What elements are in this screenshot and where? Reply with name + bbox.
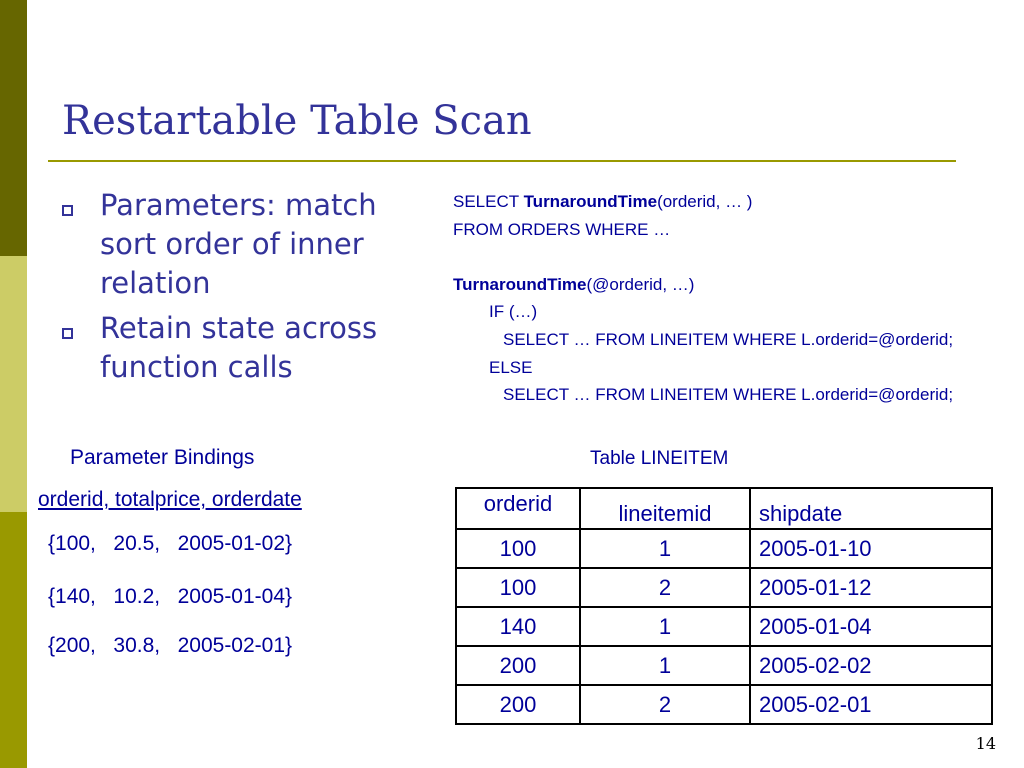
cell-shipdate: 2005-01-12 — [750, 568, 992, 607]
parameter-binding-row: {100, 20.5, 2005-01-02} — [48, 532, 293, 555]
column-header-lineitemid: lineitemid — [580, 488, 750, 529]
cell-lineitemid: 2 — [580, 568, 750, 607]
parameter-binding-row: {140, 10.2, 2005-01-04} — [48, 585, 293, 608]
cell-orderid: 200 — [456, 685, 580, 724]
cell-shipdate: 2005-01-10 — [750, 529, 992, 568]
table-row — [456, 607, 992, 646]
table-row — [456, 685, 992, 724]
sql-line — [453, 271, 1013, 299]
page-number: 14 — [975, 734, 996, 753]
bullet-text: Retain state across function calls — [100, 311, 378, 384]
cell-shipdate: 2005-01-04 — [750, 607, 992, 646]
lineitem-table-caption: Table LINEITEM — [590, 448, 729, 469]
sql-line: FROM ORDERS WHERE … — [453, 219, 671, 239]
cell-lineitemid: 2 — [580, 685, 750, 724]
square-bullet-icon — [62, 328, 73, 339]
sql-code-block — [453, 188, 1013, 409]
sql-function-name: TurnaroundTime — [453, 274, 587, 294]
sql-args: (@orderid, …) — [586, 274, 695, 294]
lineitem-table — [455, 487, 993, 725]
bullet-item — [62, 309, 432, 387]
parameter-bindings-header: orderid, totalprice, orderdate — [38, 488, 302, 511]
cell-orderid: 200 — [456, 646, 580, 685]
sidebar-band-bottom — [0, 512, 27, 768]
sql-line: ELSE — [489, 357, 533, 377]
cell-lineitemid: 1 — [580, 529, 750, 568]
cell-orderid: 140 — [456, 607, 580, 646]
sidebar-band-middle — [0, 256, 27, 512]
sql-function-name: TurnaroundTime — [523, 192, 658, 211]
table-row — [456, 646, 992, 685]
sql-line: SELECT … FROM LINEITEM WHERE L.orderid=@orderid; — [503, 385, 954, 405]
sql-line: SELECT … FROM LINEITEM WHERE L.orderid=@orderid; — [503, 329, 954, 349]
sql-line — [453, 188, 1013, 216]
sql-args: (orderid, … ) — [657, 192, 753, 211]
table-row — [456, 568, 992, 607]
bullet-text: Parameters: match sort order of inner relation — [100, 188, 377, 300]
sql-keyword: SELECT — [453, 192, 524, 211]
cell-orderid: 100 — [456, 529, 580, 568]
cell-lineitemid: 1 — [580, 607, 750, 646]
column-header-orderid: orderid — [456, 488, 580, 529]
sql-blank-line — [453, 243, 1013, 271]
cell-orderid: 100 — [456, 568, 580, 607]
cell-lineitemid: 1 — [580, 646, 750, 685]
table-row — [456, 529, 992, 568]
column-header-shipdate: shipdate — [750, 488, 992, 529]
cell-shipdate: 2005-02-02 — [750, 646, 992, 685]
parameter-binding-row: {200, 30.8, 2005-02-01} — [48, 634, 293, 657]
bullet-list — [62, 186, 432, 393]
slide-title: Restartable Table Scan — [62, 98, 532, 144]
sql-line: IF (…) — [489, 302, 538, 322]
sidebar-band-top — [0, 0, 27, 256]
table-header-row — [456, 488, 992, 529]
title-divider — [48, 160, 956, 162]
bullet-item — [62, 186, 432, 303]
parameter-bindings-caption: Parameter Bindings — [70, 446, 255, 469]
square-bullet-icon — [62, 205, 73, 216]
cell-shipdate: 2005-02-01 — [750, 685, 992, 724]
